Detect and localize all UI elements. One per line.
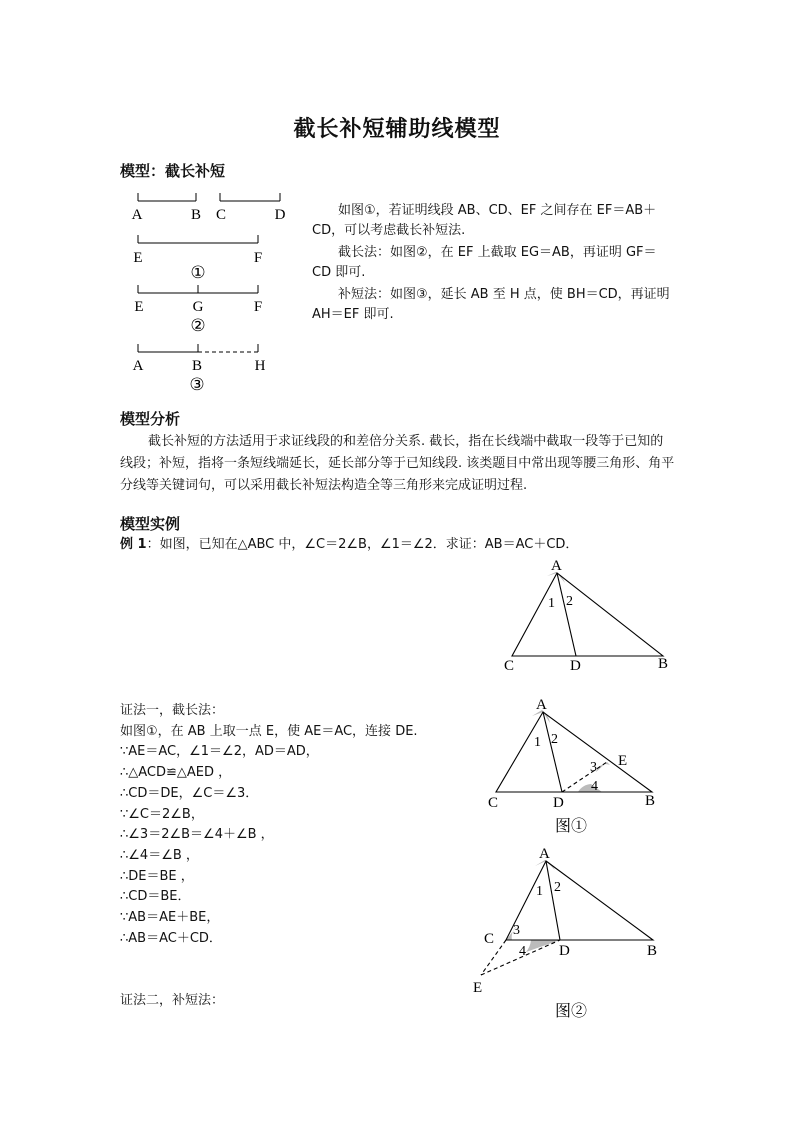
vertex-c: C xyxy=(488,795,499,811)
angle-arc-e xyxy=(596,762,610,772)
label-b3: B xyxy=(191,358,203,374)
label-e2: E xyxy=(134,299,144,315)
triangle-figure xyxy=(495,555,685,675)
proof-one-title: 证法一，截长法： xyxy=(120,703,225,718)
proof-line: ∴AB＝AC＋CD． xyxy=(120,930,222,946)
triangle-abc xyxy=(506,861,653,940)
vertex-d: D xyxy=(553,795,564,811)
figure-1-caption: 图① xyxy=(555,818,588,835)
angle-4: 4 xyxy=(519,944,526,959)
figure-1 xyxy=(480,692,680,842)
vertex-c: C xyxy=(504,658,515,674)
model-paragraph: 补短法：如图③，延长 AB 至 H 点，使 BH＝CD，再证明 AH＝EF 即可. xyxy=(312,287,670,322)
proof-line: ∴∠4＝∠B ， xyxy=(120,847,199,863)
model-paragraph: 如图①，若证明线段 AB、CD、EF 之间存在 EF＝AB＋CD，可以考虑截长补短法. xyxy=(312,203,657,238)
vertex-b: B xyxy=(658,656,669,672)
vertex-a: A xyxy=(539,846,550,862)
proof-line: ∴∠3＝2∠B＝∠4＋∠B ， xyxy=(120,827,274,843)
figure-2-caption: 图② xyxy=(555,1003,588,1020)
model-heading: 模型：截长补短 xyxy=(120,162,226,180)
analysis-text: 截长补短的方法适用于求证线段的和差倍分关系. 截长，指在长线端中截取一段等于已知的线段；补短，指将一条短线端延长，延长部分等于已知线段. 该类题目中常出现等腰三角形、角平分线等关键词句，可以采用截长补短法构造全等三角形来完成证明过程. xyxy=(120,434,675,493)
proof-line: ∴△ACD≌△AED ， xyxy=(120,765,232,781)
angle-3: 3 xyxy=(513,923,520,938)
label-h: H xyxy=(254,358,266,374)
vertex-a: A xyxy=(536,697,547,713)
proof-line: ∴DE＝BE ， xyxy=(120,868,194,884)
model-description xyxy=(312,201,674,325)
example-label: 例 1 xyxy=(120,537,147,552)
vertex-a: A xyxy=(551,558,562,574)
angle-2: 2 xyxy=(554,880,561,895)
model-paragraph: 截长法：如图②，在 EF 上截取 EG＝AB，再证明 GF＝CD 即可. xyxy=(312,245,657,280)
label-d: D xyxy=(274,207,286,223)
angle-1: 1 xyxy=(534,735,541,750)
figure-2 xyxy=(465,842,680,1027)
label-b: B xyxy=(190,207,202,223)
label-e: E xyxy=(133,250,143,266)
vertex-d: D xyxy=(570,658,581,674)
angle-1: 1 xyxy=(548,596,555,611)
vertex-e: E xyxy=(473,980,483,996)
example-heading: 模型实例 xyxy=(120,515,181,533)
angle-arc-d xyxy=(578,784,602,792)
angle-2: 2 xyxy=(551,732,558,747)
proof-two-title: 证法二，补短法： xyxy=(120,993,225,1008)
proof-line: ∵∠C＝2∠B， xyxy=(120,806,204,822)
vertex-d: D xyxy=(559,943,570,959)
example-statement xyxy=(120,535,680,556)
example-text: ：如图，已知在△ABC 中，∠C＝2∠B，∠1＝∠2．求证：AB＝AC＋CD． xyxy=(146,537,579,552)
triangle-abc xyxy=(496,712,652,792)
proof-line: ∴CD＝DE，∠C＝∠3． xyxy=(120,785,259,801)
label-c: C xyxy=(215,207,227,223)
proof-one xyxy=(120,701,450,949)
proof-line: ∴CD＝BE． xyxy=(120,889,191,905)
label-f: F xyxy=(253,250,263,266)
label-fig-1: ① xyxy=(190,263,206,282)
angle-arc-d xyxy=(526,940,560,952)
angle-4: 4 xyxy=(591,779,598,794)
label-fig-2: ② xyxy=(190,316,206,335)
vertex-c: C xyxy=(484,931,495,947)
vertex-b: B xyxy=(645,793,656,809)
analysis-heading: 模型分析 xyxy=(120,410,181,428)
label-g: G xyxy=(192,299,204,315)
angle-1: 1 xyxy=(536,884,543,899)
proof-line: ∵AE＝AC，∠1＝∠2，AD＝AD， xyxy=(120,744,319,760)
label-fig-3: ③ xyxy=(189,375,205,394)
angle-2: 2 xyxy=(566,594,573,609)
vertex-b: B xyxy=(647,943,658,959)
label-f2: F xyxy=(253,299,263,315)
segment-diagram xyxy=(120,185,310,400)
segment-ad xyxy=(546,861,560,940)
proof-line: 如图①，在 AB 上取一点 E，使 AE＝AC，连接 DE. xyxy=(120,723,418,739)
label-a: A xyxy=(131,207,143,223)
page-title: 截长补短辅助线模型 xyxy=(293,117,501,142)
angle-3: 3 xyxy=(590,760,597,775)
proof-line: ∵AB＝AE＋BE， xyxy=(120,910,220,926)
vertex-e: E xyxy=(618,753,628,769)
triangle-abc xyxy=(512,573,663,656)
label-a3: A xyxy=(132,358,144,374)
